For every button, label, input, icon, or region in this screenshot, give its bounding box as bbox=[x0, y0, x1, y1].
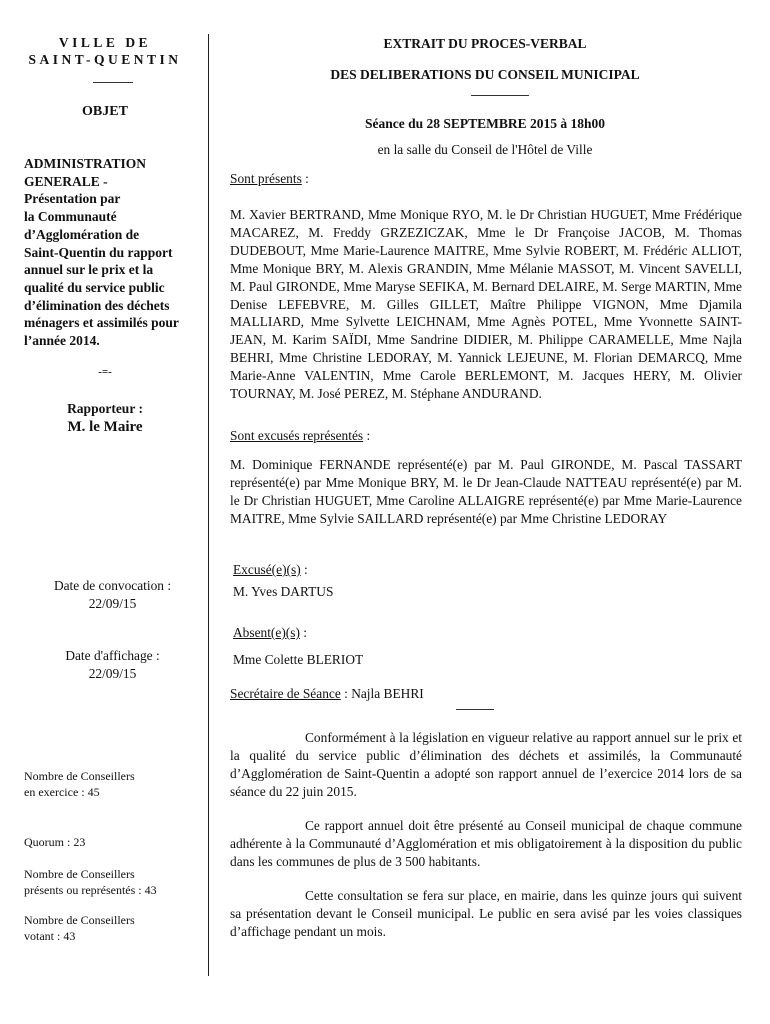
conseillers-exercice-line: en exercice : 45 bbox=[24, 785, 100, 799]
presents-colon: : bbox=[301, 171, 309, 186]
conseillers-exercice bbox=[24, 768, 204, 800]
paragraph-1: Conformément à la législation en vigueur relative au rapport annuel sur le prix et la qualité du service public d’élimination des déchets et assimilés, la Communauté d’Agglomération de Saint-Quentin a adopté son rapport annuel de l’exercice 2014 lors de sa séance du 22 juin 2015. bbox=[230, 730, 742, 799]
subject-line: Saint-Quentin du rapport bbox=[24, 244, 173, 260]
city-line-1: VILLE DE bbox=[58, 35, 152, 50]
subject-line: Présentation par bbox=[24, 191, 121, 207]
subject-line: qualité du service public bbox=[24, 279, 165, 295]
subject-line: ADMINISTRATION bbox=[24, 156, 147, 171]
secretaire-line bbox=[230, 686, 424, 702]
excuses-colon: : bbox=[300, 562, 308, 577]
convocation-date: 22/09/15 bbox=[88, 596, 137, 611]
conseillers-votant-line: votant : 43 bbox=[24, 929, 76, 943]
subject-line: l’année 2014. bbox=[24, 333, 100, 349]
column-divider bbox=[208, 34, 209, 976]
absents-label: Absent(e)(s) bbox=[233, 625, 300, 640]
convocation-label: Date de convocation : bbox=[53, 578, 172, 593]
conseillers-presents-line: Nombre de Conseillers bbox=[24, 867, 135, 881]
absents-colon: : bbox=[299, 625, 308, 640]
city-line-2: SAINT-QUENTIN bbox=[28, 52, 182, 67]
secretaire-value: : Najla BEHRI bbox=[340, 686, 424, 701]
paragraph-3: Cette consultation se fera sur place, en mairie, dans les quinze jours qui suivent sa présentation devant le Conseil municipal. Le public en sera avisé par les voies classiques d’affichage pendant un mois. bbox=[230, 888, 742, 939]
subject-line: annuel sur le prix et la bbox=[24, 262, 154, 278]
subject-line: d’Agglomération de bbox=[24, 226, 140, 242]
affichage-date: 22/09/15 bbox=[88, 666, 137, 681]
secretaire-label: Secrétaire de Séance bbox=[230, 686, 341, 701]
secretaire-underline bbox=[456, 709, 494, 710]
city-underline bbox=[93, 82, 133, 83]
excuses-representes-label: Sont excusés représentés bbox=[230, 428, 364, 443]
presents-list: M. Xavier BERTRAND, Mme Monique RYO, M. le Dr Christian HUGUET, Mme Frédérique MACAREZ, M. Freddy GRZEZICZAK, Mme le Dr Françoise JACOB, M. Thomas DUDEBOUT, Mme Marie-Laurence MAITRE, Mme Sylvie ROBERT, M. Frédéric ALLIOT, Mme Monique BRY, M. Alexis GRANDIN, Mme Mélanie MASSOT, M. Vincent SAVELLI, M. Paul GIRONDE, Mme Maryse SEFIKA, M. Bernard DELAIRE, M. Serge MARTIN, Mme Denise LEFEBVRE, M. Gilles GILLET, Maître Philippe VIGNON, Mme Djamila MALLIARD, Mme Sylvette LEICHNAM, Mme Agnès POTEL, Mme Yvonnette SAINT-JEAN, M. Karim SAÏDI, Mme Sandrine DIDIER, M. Philippe CARAMELLE, Mme Najla BEHRI, Mme Christine LEDORAY, M. Yannick LEJEUNE, M. Florian DEMARCQ, Mme Marie-Anne VALENTIN, Mme Carole BERLEMONT, M. Jacques HERY, M. Olivier TOURNAY, M. José PEREZ, M. Stéphane ANDURAND. bbox=[230, 207, 742, 402]
objet-heading: OBJET bbox=[82, 104, 128, 119]
separator: -=- bbox=[98, 366, 112, 378]
excuses-list: M. Yves DARTUS bbox=[233, 584, 334, 599]
subject-block bbox=[24, 155, 209, 350]
conseillers-presents-line: présents ou représentés : 43 bbox=[24, 883, 157, 897]
subject-line: ménagers et assimilés pour bbox=[24, 315, 179, 331]
presents-label: Sont présents bbox=[230, 171, 302, 186]
excuses-label: Excusé(e)(s) bbox=[233, 562, 301, 577]
excuses-representes-list: M. Dominique FERNANDE représenté(e) par M. Paul GIRONDE, M. Pascal TASSART représenté(e) par Mme Monique BRY, M. le Dr Jean-Claude NATTEAU représenté(e) par M. le Dr Christian HUGUET, Mme Caroline ALLAIGRE représenté(e) par Mme Marie-Laurence MAITRE, Mme Sylvie SAILLARD représenté(e) par Mme Christine LEDORAY bbox=[230, 457, 742, 526]
conseillers-votant bbox=[24, 912, 204, 944]
quorum: Quorum : 23 bbox=[24, 835, 86, 849]
absents-list: Mme Colette BLERIOT bbox=[233, 652, 364, 667]
absents-heading bbox=[233, 625, 307, 641]
paragraph-2: Ce rapport annuel doit être présenté au Conseil municipal de chaque commune adhérente à la Communauté d’Agglomération et mis obligatoirement à la disposition du public dans les communes de plus de 3 500 habitants. bbox=[230, 818, 742, 869]
conseillers-votant-line: Nombre de Conseillers bbox=[24, 913, 135, 927]
excuses-heading bbox=[233, 562, 308, 578]
document-title-1: EXTRAIT DU PROCES-VERBAL bbox=[383, 36, 587, 51]
rapporteur-label: Rapporteur : bbox=[67, 401, 143, 416]
rapporteur-name: M. le Maire bbox=[67, 419, 143, 435]
excuses-representes-heading bbox=[230, 428, 370, 444]
subject-line: la Communauté bbox=[24, 209, 117, 225]
subject-line: d’élimination des déchets bbox=[24, 297, 170, 313]
seance-lieu: en la salle du Conseil de l'Hôtel de Ville bbox=[377, 142, 593, 157]
subject-line: GENERALE - bbox=[24, 173, 108, 189]
presents-heading bbox=[230, 171, 309, 187]
seance-date: Séance du 28 SEPTEMBRE 2015 à 18h00 bbox=[364, 116, 606, 131]
affichage-label: Date d'affichage : bbox=[65, 648, 160, 663]
title-underline bbox=[471, 95, 529, 96]
conseillers-presents bbox=[24, 866, 209, 898]
excuses-representes-colon: : bbox=[363, 428, 371, 443]
conseillers-exercice-line: Nombre de Conseillers bbox=[24, 769, 135, 783]
document-title-2: DES DELIBERATIONS DU CONSEIL MUNICIPAL bbox=[330, 67, 640, 82]
